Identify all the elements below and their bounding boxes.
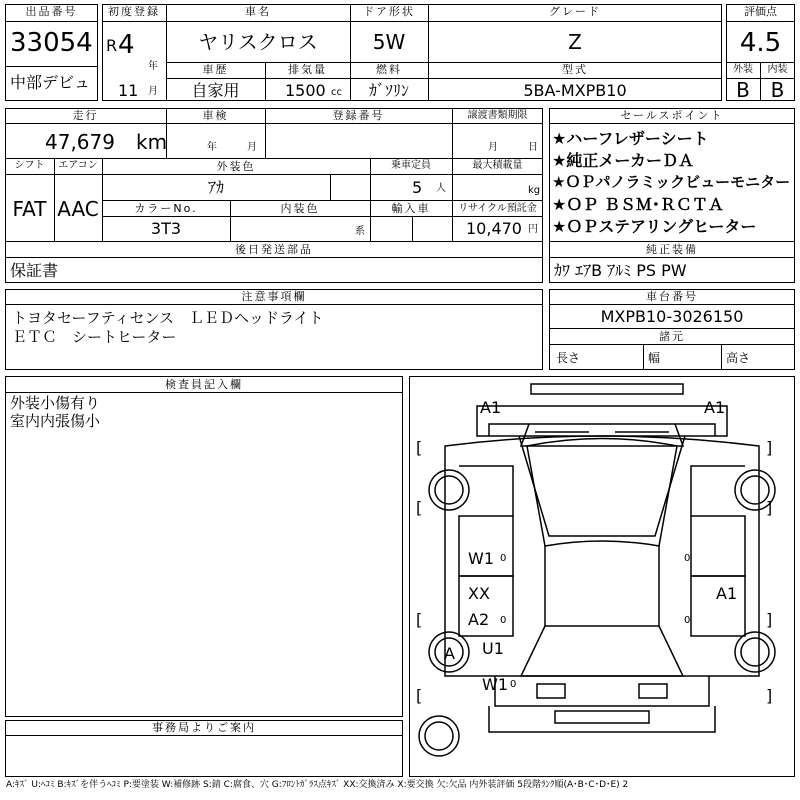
mileage-label: 走行 <box>72 109 99 122</box>
history-label: 車歴 <box>202 63 229 76</box>
recycle-label: リサイクル預託金 <box>458 203 537 214</box>
after-label: 後日発送部品 <box>235 243 313 256</box>
sales-label: セールスポイント <box>620 109 724 122</box>
sales-point: ★純正メーカーＤＡ <box>552 151 695 170</box>
score: 4.5 <box>739 28 782 58</box>
zero-mark: 0 <box>510 679 517 690</box>
reg-year: 4 <box>118 30 135 60</box>
lot-number: 33054 <box>10 28 93 58</box>
reg-month: 11 <box>118 81 139 100</box>
bracket-mark: ] <box>766 686 773 705</box>
bracket-mark: ] <box>766 438 773 457</box>
capacity-label: 乗車定員 <box>391 160 431 171</box>
color-label: 外装色 <box>216 160 256 173</box>
damage-mark: A1 <box>480 398 502 417</box>
displacement-label: 排気量 <box>288 63 327 76</box>
equip-label: 純正装備 <box>646 243 698 256</box>
insp-year-unit: 年 <box>207 142 217 153</box>
car-diagram <box>409 376 795 777</box>
shift-label: シフト <box>14 160 45 171</box>
interior-grade: B <box>770 78 785 102</box>
aircon: AAC <box>57 197 99 221</box>
damage-mark: W1 <box>468 549 494 568</box>
year-unit: 年 <box>148 61 158 72</box>
inspector-line: 外装小傷有り <box>10 394 101 412</box>
inspector-line: 室内内張傷小 <box>10 412 101 430</box>
regno-label: 登録番号 <box>332 109 385 122</box>
color: ｱｶ <box>207 178 224 197</box>
history: 自家用 <box>191 81 240 100</box>
mileage: 47,679 <box>45 130 115 154</box>
inspection-label: 車検 <box>202 109 229 122</box>
equip: ｶﾜ ｴｱB ｱﾙﾐ PS PW <box>554 261 687 280</box>
bracket-mark: [ <box>416 610 423 629</box>
lot-label: 出品番号 <box>25 5 78 18</box>
fuel-label: 燃料 <box>376 63 402 76</box>
damage-mark: XX <box>468 584 490 603</box>
office-label: 事務局よりご案内 <box>152 721 256 734</box>
damage-mark: A <box>444 644 455 663</box>
recycle-unit: 円 <box>528 224 538 235</box>
damage-mark: W1 <box>482 675 508 694</box>
transfer-label: 譲渡書類期限 <box>467 110 528 121</box>
bracket-mark: ] <box>766 498 773 517</box>
transfer-day-unit: 日 <box>528 142 538 153</box>
aircon-label: エアコン <box>58 160 98 171</box>
first-reg-label: 初度登録 <box>108 5 160 18</box>
bracket-mark: [ <box>416 498 423 517</box>
damage-mark: A2 <box>468 610 490 629</box>
cc-unit: cc <box>331 87 342 98</box>
era: R <box>106 36 118 55</box>
colorno-label: カラーNo. <box>134 202 198 215</box>
capacity-unit: 人 <box>436 183 446 194</box>
inspector-label: 検査員記入欄 <box>165 378 243 391</box>
exterior-label: 外装 <box>733 64 753 75</box>
after-parts: 保証書 <box>10 261 59 280</box>
height-label: 高さ <box>726 351 751 365</box>
venue: 中部デビュ <box>10 73 91 92</box>
bracket-mark: [ <box>416 438 423 457</box>
sales-point: ★ハーフレザーシート <box>552 129 709 148</box>
bracket-mark: [ <box>416 686 423 705</box>
notes-label: 注意事項欄 <box>241 290 307 303</box>
bracket-mark: ] <box>766 610 773 629</box>
mileage-unit: km <box>136 130 168 154</box>
zero-mark: 0 <box>500 553 507 564</box>
month-unit: 月 <box>148 86 158 97</box>
intcolor-label: 内装色 <box>280 202 320 215</box>
zero-mark: 0 <box>500 615 507 626</box>
car-name-label: 車名 <box>245 5 271 18</box>
damage-mark: A1 <box>704 398 726 417</box>
sales-point: ★ＯＰパノラミックビューモニター <box>552 173 791 191</box>
sales-point: ★ＯＰ ＢＳＭ･ＲＣＴＡ <box>552 195 724 214</box>
car-name: ヤリスクロス <box>198 30 318 54</box>
displacement: 1500 <box>285 81 326 100</box>
grade: Z <box>568 30 582 54</box>
length-label: 長さ <box>556 351 581 365</box>
notes-line: ＥＴＣ シートヒーター <box>12 328 177 346</box>
door: 5W <box>372 30 406 54</box>
damage-mark: A1 <box>716 584 738 603</box>
model: 5BA-MXPB10 <box>523 81 627 100</box>
notes-line: トヨタセーフティセンス ＬＥＤヘッドライト <box>12 309 324 327</box>
sales-point: ★ＯＰステアリングヒーター <box>552 217 757 236</box>
fuel: ｶﾞｿﾘﾝ <box>368 81 409 100</box>
exterior-grade: B <box>736 78 750 102</box>
legend: A:ｷｽﾞ U:ﾍｺﾐ B:ｷｽﾞを伴うﾍｺﾐ P:要塗装 W:補修跡 S:錆 C:腐食、穴 G:ﾌﾛﾝﾄｶﾞﾗｽ点ｷｽﾞ XX:交換済み X:要交換 欠:欠品 内外装評価 5段階ﾗﾝｸ順(A･B･C･D･E) 2 <box>6 780 629 790</box>
chassis-number: MXPB10-3026150 <box>600 307 744 326</box>
maxload-unit: kg <box>528 185 541 196</box>
dims-label: 諸元 <box>659 330 685 343</box>
transfer-month-unit: 月 <box>488 142 498 153</box>
recycle: 10,470 <box>466 219 522 238</box>
score-label: 評価点 <box>744 5 777 18</box>
zero-mark: 0 <box>684 615 691 626</box>
shift: FAT <box>12 197 47 221</box>
zero-mark: 0 <box>684 553 691 564</box>
import-label: 輸入車 <box>391 202 431 215</box>
insp-month-unit: 月 <box>247 142 257 153</box>
maxload-label: 最大積載量 <box>472 160 523 171</box>
model-label: 型式 <box>562 63 588 76</box>
capacity: 5 <box>412 178 423 197</box>
door-label: ドア形状 <box>363 5 415 18</box>
colorno: 3T3 <box>150 219 182 238</box>
damage-mark: U1 <box>482 639 504 658</box>
grade-label: グレード <box>549 5 601 18</box>
intcolor-unit: 系 <box>355 226 365 237</box>
interior-label: 内装 <box>767 64 788 75</box>
chassis-label: 車台番号 <box>646 290 698 303</box>
width-label: 幅 <box>648 351 661 365</box>
